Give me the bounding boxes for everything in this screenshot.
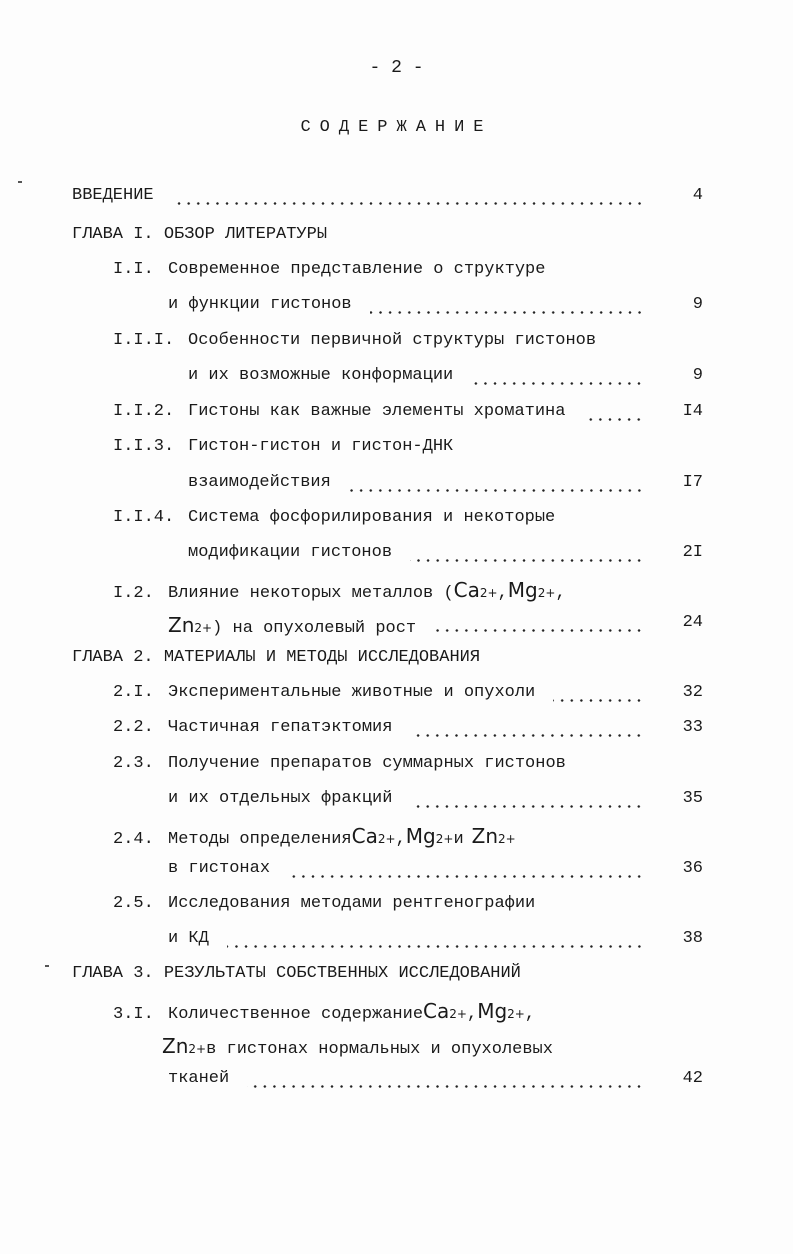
- entry-number: I.I.3.: [113, 437, 175, 456]
- dot-leader: [553, 699, 644, 702]
- entry-page: 24: [682, 613, 703, 632]
- entry-text: Гистон-гистон и гистон-ДНК: [188, 437, 454, 456]
- calcium-symbol: Ca: [351, 824, 378, 848]
- dot-leader: [227, 945, 644, 948]
- entry-text: ) на опухолевый рост: [212, 619, 417, 638]
- entry-number: 3.I.: [113, 1005, 154, 1024]
- entry-page: 33: [682, 718, 703, 737]
- entry-text: ГЛАВА 3. РЕЗУЛЬТАТЫ СОБСТВЕННЫХ ИССЛЕДОВАНИЙ: [72, 964, 521, 983]
- magnesium-symbol: Mg: [477, 999, 508, 1023]
- entry-number: I.I.2.: [113, 402, 175, 421]
- toc-entry-2-4-cont: [168, 859, 648, 883]
- entry-number: I.2.: [113, 584, 154, 603]
- entry-number: 2.4.: [113, 830, 154, 849]
- entry-text: Получение препаратов суммарных гистонов: [168, 754, 566, 773]
- scan-speck: [18, 181, 22, 183]
- entry-text: взаимодействия: [188, 473, 331, 492]
- toc-entry-1-1-1: [113, 331, 596, 355]
- entry-number: 2.I.: [113, 683, 154, 702]
- separator: ,: [524, 1005, 536, 1024]
- entry-text: Гистоны как важные элементы хроматина: [188, 402, 566, 421]
- entry-text: Методы определения: [168, 830, 352, 849]
- entry-page: 36: [682, 859, 703, 878]
- entry-number: I.I.4.: [113, 508, 175, 527]
- entry-text: ГЛАВА I. ОБЗОР ЛИТЕРАТУРЫ: [72, 225, 328, 244]
- zinc-symbol: Zn: [162, 1034, 189, 1058]
- entry-text: Особенности первичной структуры гистонов: [188, 331, 597, 350]
- entry-number: I.I.: [113, 260, 154, 279]
- dot-leader: [349, 489, 644, 492]
- entry-text: Система фосфорилирования и некоторые: [188, 508, 556, 527]
- calcium-symbol: Ca: [453, 578, 480, 602]
- entry-text: и их возможные конформации: [188, 366, 454, 385]
- toc-entry-3-1-cont2: [168, 1069, 648, 1093]
- scan-speck: [45, 965, 49, 967]
- entry-page: 38: [682, 929, 703, 948]
- zinc-symbol: Zn: [471, 824, 499, 848]
- toc-entry-1-1-3-cont: [188, 473, 648, 497]
- toc-title: СОДЕРЖАНИЕ: [300, 118, 493, 137]
- toc-entry-1-2-cont: Zn 2+ ) на опухолевый рост: [168, 613, 648, 637]
- entry-text: Исследования методами рентгенографии: [168, 894, 536, 913]
- dot-leader: [288, 875, 644, 878]
- entry-page: I4: [682, 402, 703, 421]
- entry-text: ГЛАВА 2. МАТЕРИАЛЫ И МЕТОДЫ ИССЛЕДОВАНИЯ: [72, 648, 481, 667]
- toc-entry-2-1: [113, 683, 648, 707]
- chapter-2-heading: [72, 648, 480, 672]
- chapter-3-heading: [72, 964, 521, 988]
- entry-text: ВВЕДЕНИЕ: [72, 186, 154, 205]
- entry-page: 32: [682, 683, 703, 702]
- dot-leader: [172, 202, 644, 205]
- chapter-1-heading: [72, 225, 327, 249]
- toc-entry-2-2: [113, 718, 648, 742]
- conjunction: и: [453, 830, 464, 849]
- toc-entry-1-1-cont: [168, 295, 648, 319]
- toc-entry-2-5-cont: [168, 929, 648, 953]
- separator: ,: [466, 1005, 478, 1024]
- magnesium-symbol: Mg: [507, 578, 538, 602]
- toc-entry-2-5: [113, 894, 535, 918]
- dot-leader: [410, 559, 644, 562]
- entry-text: и функции гистонов: [168, 295, 352, 314]
- entry-text: Количественное содержание: [168, 1005, 424, 1024]
- dot-leader: [370, 311, 644, 314]
- entry-text: Влияние некоторых металлов (: [168, 584, 454, 603]
- entry-page: I7: [682, 473, 703, 492]
- toc-entry-3-1-cont: Zn 2+ в гистонах нормальных и опухолевых: [162, 1034, 553, 1059]
- toc-entry-1-1: [113, 260, 545, 284]
- entry-text: и КД: [168, 929, 209, 948]
- dot-leader: [434, 629, 644, 632]
- toc-entry-1-1-3: [113, 437, 453, 461]
- entry-text: Частичная гепатэктомия: [168, 718, 393, 737]
- entry-page: 42: [682, 1069, 703, 1088]
- entry-text: тканей: [168, 1069, 230, 1088]
- toc-entry-1-1-2: [113, 402, 648, 426]
- separator: ,: [555, 584, 566, 603]
- page-number: - 2 -: [369, 58, 424, 78]
- entry-page: 35: [682, 789, 703, 808]
- entry-number: I.I.I.: [113, 331, 175, 350]
- dot-leader: [247, 1085, 644, 1088]
- toc-entry-1-1-4: [113, 508, 555, 532]
- toc-entry-2-4: 2.4. Методы определения Ca 2+ , Mg 2+ и Zn 2+: [113, 824, 516, 849]
- entry-text: Экспериментальные животные и опухоли: [168, 683, 536, 702]
- entry-page: 4: [692, 186, 703, 205]
- calcium-symbol: Ca: [423, 999, 450, 1023]
- toc-entry-2-3-cont: [168, 789, 648, 813]
- toc-entry-1-2: I.2. Влияние некоторых металлов ( Ca 2+ , Mg 2+ ,: [113, 578, 566, 603]
- toc-entry-1-1-4-cont: [188, 543, 648, 567]
- toc-entry-introduction: [72, 186, 648, 210]
- entry-text: в гистонах: [168, 859, 271, 878]
- toc-entry-2-3: [113, 754, 566, 778]
- toc-entry-1-1-1-cont: [188, 366, 648, 390]
- separator: ,: [395, 830, 406, 849]
- dot-leader: [410, 805, 644, 808]
- entry-number: 2.5.: [113, 894, 154, 913]
- dot-leader: [410, 734, 644, 737]
- entry-number: 2.2.: [113, 718, 154, 737]
- dot-leader: [471, 382, 644, 385]
- entry-text: Современное представление о структуре: [168, 260, 546, 279]
- entry-text: в гистонах нормальных и опухолевых: [206, 1040, 553, 1059]
- entry-page: 9: [692, 295, 703, 314]
- entry-page: 9: [692, 366, 703, 385]
- dot-leader: [583, 418, 644, 421]
- entry-text: и их отдельных фракций: [168, 789, 393, 808]
- entry-page: 2I: [682, 543, 703, 562]
- separator: ,: [497, 584, 508, 603]
- entry-text: модификации гистонов: [188, 543, 393, 562]
- zinc-symbol: Zn: [168, 613, 195, 637]
- entry-number: 2.3.: [113, 754, 154, 773]
- toc-entry-3-1: 3.I. Количественное содержание Ca 2+ , Mg 2+ ,: [113, 999, 536, 1024]
- magnesium-symbol: Mg: [405, 824, 436, 848]
